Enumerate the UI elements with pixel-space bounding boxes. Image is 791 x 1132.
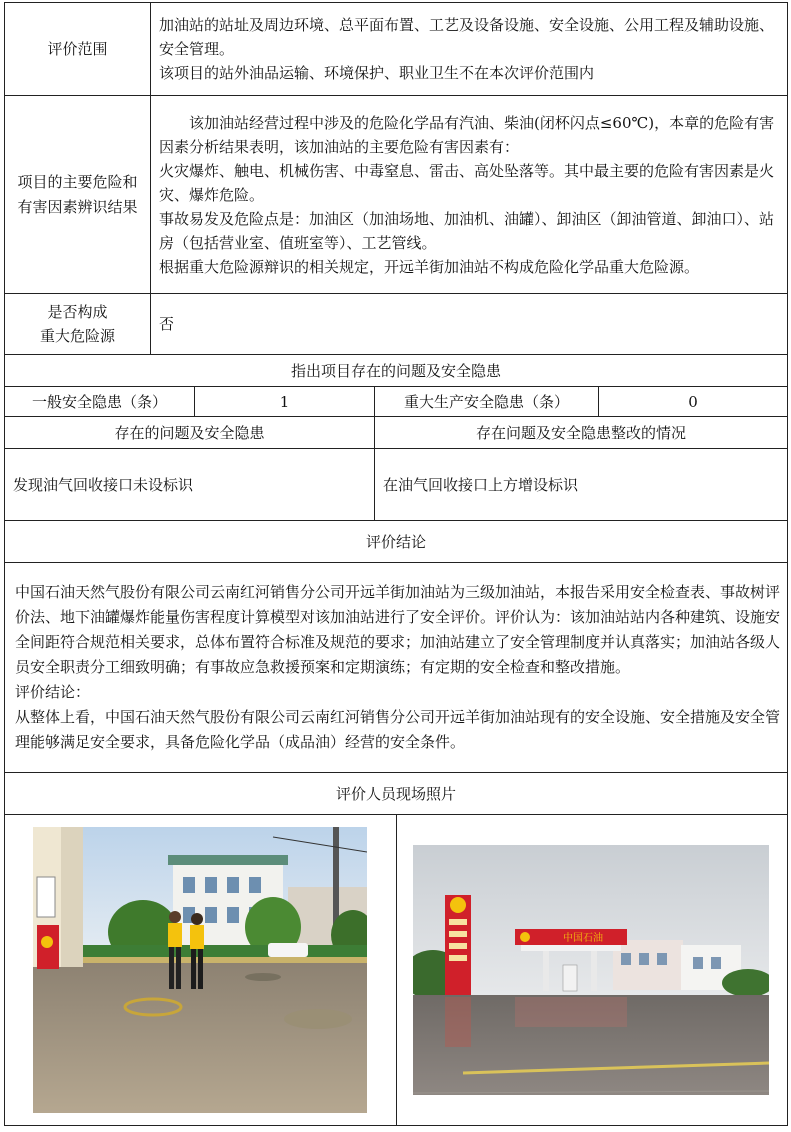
hazards-line-4: 根据重大危险源辩识的相关规定，开远羊街加油站不构成危险化学品重大危险源。 [159,257,700,276]
major-hazard-value: 否 [151,294,788,355]
issues-columns-row [5,417,788,449]
fix-column-header: 存在问题及安全隐患整改的情况 [375,417,788,449]
hazards-label: 项目的主要危险和有害因素辨识结果 [5,96,151,294]
general-hazard-label: 一般安全隐患（条） [5,387,195,417]
photo-cell-right [396,815,788,1125]
major-hazard-count-label: 重大生产安全隐患（条） [375,387,599,417]
conclusion-paragraph-2: 从整体上看，中国石油天然气股份有限公司云南红河销售分公司开远羊街加油站现有的安全设施、安全措施及安全管理能够满足安全要求，具备危险化学品（成品油）经营的安全条件。 [15,708,781,751]
scope-label: 评价范围 [5,3,151,96]
major-hazard-label-line-2: 重大危险源 [39,327,115,345]
conclusion-content [5,563,788,773]
problem-column-header: 存在的问题及安全隐患 [5,417,375,449]
scope-row [5,3,788,96]
issues-header: 指出项目存在的问题及安全隐患 [5,355,788,387]
hazards-line-1: 该加油站经营过程中涉及的危险化学品有汽油、柴油(闭杯闪点≤60℃)，本章的危险有害因素分析结果表明，该加油站的主要危险有害因素有： [159,113,775,156]
major-hazard-label-line-1: 是否构成 [47,303,108,321]
major-hazard-label [5,294,151,355]
photos-cell [5,815,788,1126]
photos-header: 评价人员现场照片 [5,773,788,815]
photos-header-row [5,773,788,815]
hazards-content [151,96,788,294]
general-hazard-count: 1 [195,387,375,417]
conclusion-header-row [5,521,788,563]
photo-cell-left [5,815,396,1125]
station-view-photo [413,845,769,1095]
canopy-sign-text: 中国石油 [562,933,603,944]
scope-line-1: 加油站的站址及周边环境、总平面布置、工艺及设备设施、安全设施、公用工程及辅助设施、安全管理。 [159,16,775,58]
site-staff-photo [33,827,367,1113]
photos-wrap [5,815,787,1125]
major-hazard-count: 0 [599,387,788,417]
major-hazard-row [5,294,788,355]
hazards-line-2: 火灾爆炸、触电、机械伤害、中毒窒息、雷击、高处坠落等。其中最主要的危险有害因素是火灾、爆炸危险。 [159,161,775,204]
scope-content [151,3,788,96]
issues-count-row [5,387,788,417]
conclusion-sub-label: 评价结论： [15,683,91,701]
hazards-line-3: 事故易发及危险点是：加油区（加油场地、加油机、油罐）、卸油区（卸油管道、卸油口）、站房（包括营业室、值班室等）、工艺管线。 [159,209,775,252]
conclusion-paragraph-1: 中国石油天然气股份有限公司云南红河销售分公司开远羊街加油站为三级加油站，本报告采用安全检查表、事故树评价法、地下油罐爆炸能量伤害程度计算模型对该加油站进行了安全评价。评价认为：该加油站站内各种建筑、设施安全间距符合规范相关要求，总体布置符合标准及规范的要求；加油站建立了安全管理制度并认真落实；加油站各级人员安全职责分工细致明确；有事故应急救援预案和定期演练；有定期的安全检查和整改措施。 [15,583,781,676]
scope-line-2: 该项目的站外油品运输、环境保护、职业卫生不在本次评价范围内 [159,64,595,82]
conclusion-header: 评价结论 [5,521,788,563]
conclusion-row [5,563,788,773]
issues-detail-row [5,449,788,521]
photos-row [5,815,788,1126]
hazards-row [5,96,788,294]
issues-header-row [5,355,788,387]
fix-text: 在油气回收接口上方增设标识 [375,449,788,521]
evaluation-table [4,2,788,1126]
problem-text: 发现油气回收接口未设标识 [5,449,375,521]
